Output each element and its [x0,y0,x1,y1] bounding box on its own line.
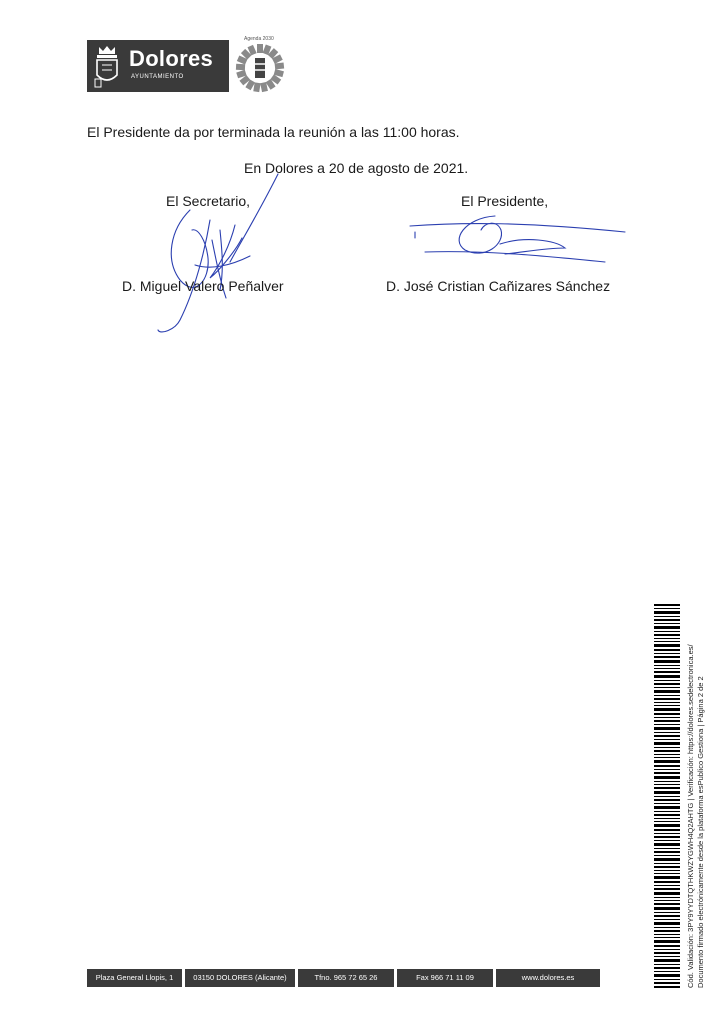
coat-of-arms-icon [91,43,123,89]
secretary-signature [150,170,290,340]
president-signature [405,200,630,270]
secretary-name: D. Miguel Valero Peñalver [122,278,284,294]
president-label: El Presidente, [461,193,549,209]
agenda-2030-wheel-icon [232,38,288,94]
logo-subtitle: AYUNTAMIENTO [131,74,184,80]
validation-line-1: Cód. Validación: 3PY9YYDTQTHKWZYGWH4Q2AHTG | Verificación: https://dolores.sedelectronica.es/ [686,644,695,988]
validation-text [686,644,706,988]
footer-fax: Fax 966 71 11 09 [397,969,493,987]
footer-website[interactable]: www.dolores.es [496,969,600,987]
footer-postal: 03150 DOLORES (Alicante) [185,969,295,987]
validation-line-2: Documento firmado electrónicamente desde la plataforma esPublico Gestiona | Página 2 de 2 [696,676,705,988]
logo-name: Dolores [129,46,214,71]
place-date-line: En Dolores a 20 de agosto de 2021. [244,160,469,176]
president-name: D. José Cristian Cañizares Sánchez [386,278,611,294]
secretary-label: El Secretario, [166,193,251,209]
validation-barcode [654,604,680,988]
closing-statement: El Presidente da por terminada la reunión a las 11:00 horas. [87,124,460,140]
footer-address: Plaza General Llopis, 1 [87,969,182,987]
municipality-logo [87,40,229,92]
agenda-label: Agenda 2030 [244,36,274,42]
footer-phone: Tfno. 965 72 65 26 [298,969,394,987]
